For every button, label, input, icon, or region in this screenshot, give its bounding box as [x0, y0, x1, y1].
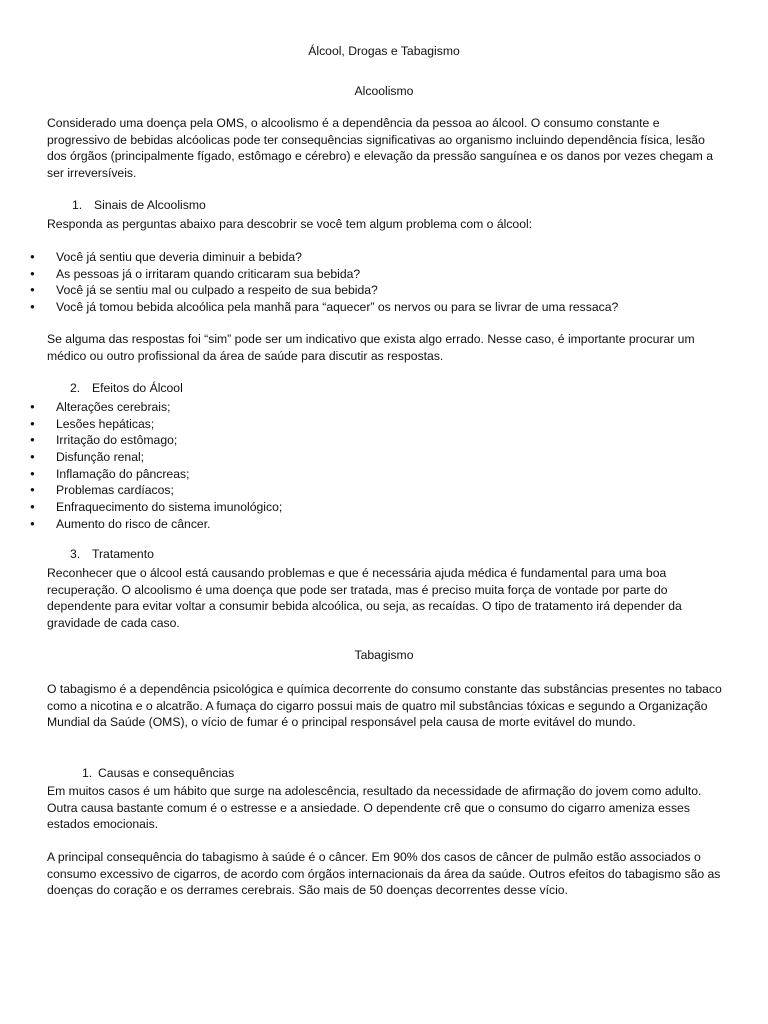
- section-number: 1.: [82, 766, 93, 780]
- section-title-text: Efeitos do Álcool: [92, 381, 183, 395]
- section-number: 1.: [72, 198, 83, 212]
- list-item: ● Você já sentiu que deveria diminuir a bebida?: [30, 249, 720, 266]
- signs-question-list: [30, 249, 720, 316]
- signs-note: Se alguma das respostas foi “sim” pode ser um indicativo que exista algo errado. Nesse caso, é importante procurar um médico ou outro profissional da área de saúde para discutir as respostas.: [47, 332, 695, 363]
- smoking-heading: Tabagismo: [354, 648, 414, 662]
- section-title-text: Sinais de Alcoolismo: [94, 198, 206, 212]
- causes-text-2: A principal consequência do tabagismo à saúde é o câncer. Em 90% dos casos de câncer de pulmão estão associados o consumo excessivo de cigarros, de acordo com órgãos internacionais da área da saúde. Outros efeitos do tabagismo são as doenças do coração e os derrames cerebrais. São mais de 50 doenças decorrentes desse vício.: [47, 850, 721, 897]
- signs-section-title: [72, 197, 206, 214]
- causes-section-title: [82, 765, 234, 782]
- list-item: ● Disfunção renal;: [30, 449, 720, 466]
- section-title-text: Causas e consequências: [98, 766, 235, 780]
- list-item: ● Problemas cardíacos;: [30, 482, 720, 499]
- list-item: ● Irritação do estômago;: [30, 432, 720, 449]
- causes-text-1: Em muitos casos é um hábito que surge na adolescência, resultado da necessidade de afirmação do jovem como adulto. Outra causa bastante comum é o estresse e a ansiedade. O dependente crê que o consumo do cigarro ameniza esses estados emocionais.: [47, 784, 702, 831]
- section-number: 3.: [70, 547, 81, 561]
- list-item: ● As pessoas já o irritaram quando criticaram sua bebida?: [30, 266, 720, 283]
- treatment-text: Reconhecer que o álcool está causando problemas e que é necessária ajuda médica é fundamental para uma boa recuperação. O alcoolismo é uma doença que pode ser tratada, mas é preciso muita força de vontade por parte do dependente para evitar voltar a consumir bebida alcoólica, ou seja, as recaídas. O tipo de tratamento irá depender da gravidade de cada caso.: [47, 566, 682, 630]
- list-item: ● Alterações cerebrais;: [30, 399, 720, 416]
- effects-list: [30, 399, 720, 533]
- list-item: ● Inflamação do pâncreas;: [30, 466, 720, 483]
- document-title: Álcool, Drogas e Tabagismo: [308, 44, 460, 58]
- list-item: ● Você já tomou bebida alcoólica pela manhã para “aquecer” os nervos ou para se livrar de uma ressaca?: [30, 299, 720, 316]
- section-number: 2.: [70, 381, 81, 395]
- effects-section-title: [70, 380, 183, 397]
- list-item: ● Enfraquecimento do sistema imunológico;: [30, 499, 720, 516]
- alcoholism-intro: Considerado uma doença pela OMS, o alcoolismo é a dependência da pessoa ao álcool. O consumo constante e progressivo de bebidas alcóolicas pode ter consequências significativas ao organismo incluindo dependência física, lesão dos órgãos (principalmente fígado, estômago e cérebro) e elevação da pressão sanguínea e os danos por vezes chegam a ser irreversíveis.: [47, 116, 713, 180]
- list-item: ● Lesões hepáticas;: [30, 416, 720, 433]
- list-item: ● Aumento do risco de câncer.: [30, 516, 720, 533]
- treatment-section-title: [70, 546, 154, 563]
- signs-lead: Responda as perguntas abaixo para descobrir se você tem algum problema com o álcool:: [47, 217, 533, 231]
- list-item: ● Você já se sentiu mal ou culpado a respeito de sua bebida?: [30, 282, 720, 299]
- smoking-intro: O tabagismo é a dependência psicológica e química decorrente do consumo constante das substâncias presentes no tabaco como a nicotina e o alcatrão. A fumaça do cigarro possui mais de quatro mil substâncias tóxicas e segundo a Organização Mundial da Saúde (OMS), o vício de fumar é o principal responsável pela causa de morte evitável do mundo.: [47, 682, 722, 729]
- alcoholism-heading: Alcoolismo: [354, 84, 414, 98]
- section-title-text: Tratamento: [92, 547, 154, 561]
